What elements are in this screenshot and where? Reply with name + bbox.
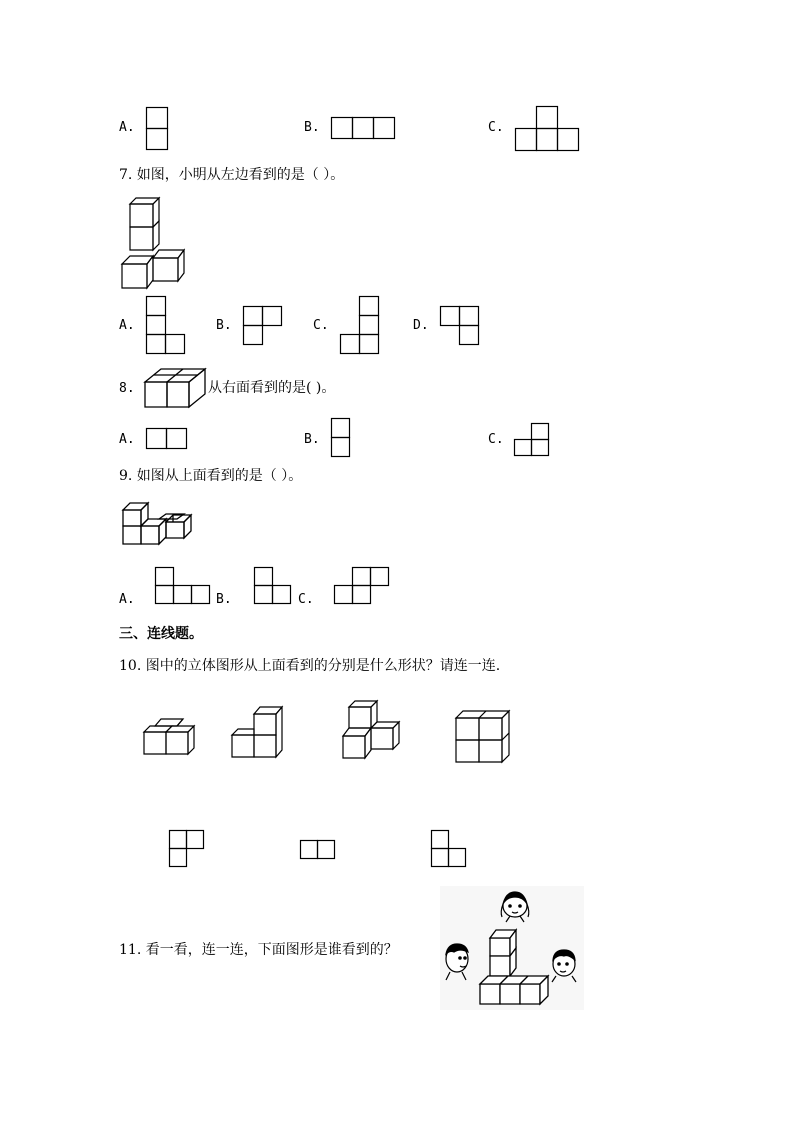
q7-option-d-figure (440, 306, 482, 348)
q7-option-a-figure (146, 296, 188, 358)
q10-solid-3 (341, 698, 405, 762)
q9-option-c-label: C. (298, 592, 314, 607)
q8-option-a-label: A. (119, 432, 135, 447)
q7-question: 7. 如图，小明从左边看到的是（ ）。 (119, 167, 345, 183)
q6-option-c-figure (515, 106, 581, 152)
q7-option-a-label: A. (119, 318, 135, 333)
q10-solid-1 (141, 716, 199, 760)
q9-option-a-figure (155, 567, 213, 607)
q7-option-b-figure (243, 306, 285, 348)
q9-option-b-figure (254, 567, 294, 607)
q6-option-b-label: B. (304, 120, 320, 135)
q10-view-2 (300, 840, 338, 862)
section-3-title: 三、连线题。 (119, 626, 203, 642)
q8-option-c-label: C. (488, 432, 504, 447)
q7-option-b-label: B. (216, 318, 232, 333)
q7-option-c-figure (340, 296, 382, 358)
q8-question: 从右面看到的是( )。 (208, 380, 336, 396)
q10-view-3 (431, 830, 469, 870)
q11-illustration (440, 886, 586, 1011)
q8-number: 8. (119, 381, 135, 396)
q11-question: 11. 看一看，连一连，下面图形是谁看到的？ (119, 942, 398, 958)
q10-question: 10. 图中的立体图形从上面看到的分别是什么形状？请连一连. (119, 658, 501, 674)
q10-solid-4 (454, 709, 512, 767)
q6-option-c-label: C. (488, 120, 504, 135)
q6-option-b-figure (331, 117, 397, 141)
q9-option-b-label: B. (216, 592, 232, 607)
q8-option-a-figure (146, 428, 190, 452)
q8-option-b-label: B. (304, 432, 320, 447)
q8-option-b-figure (331, 418, 353, 460)
q9-option-c-figure (334, 567, 392, 607)
q8-cube-figure (144, 365, 210, 410)
q7-option-c-label: C. (313, 318, 329, 333)
q6-option-a-label: A. (119, 120, 135, 135)
q7-option-d-label: D. (413, 318, 429, 333)
q8-option-c-figure (514, 423, 552, 457)
q9-question: 9. 如图从上面看到的是（ ）。 (119, 468, 303, 484)
q7-cube-figure (120, 196, 192, 291)
q10-solid-2 (230, 703, 290, 761)
q6-option-a-figure (146, 107, 170, 151)
q9-option-a-label: A. (119, 592, 135, 607)
q10-view-1 (169, 830, 207, 870)
q9-cube-figure (121, 500, 197, 548)
